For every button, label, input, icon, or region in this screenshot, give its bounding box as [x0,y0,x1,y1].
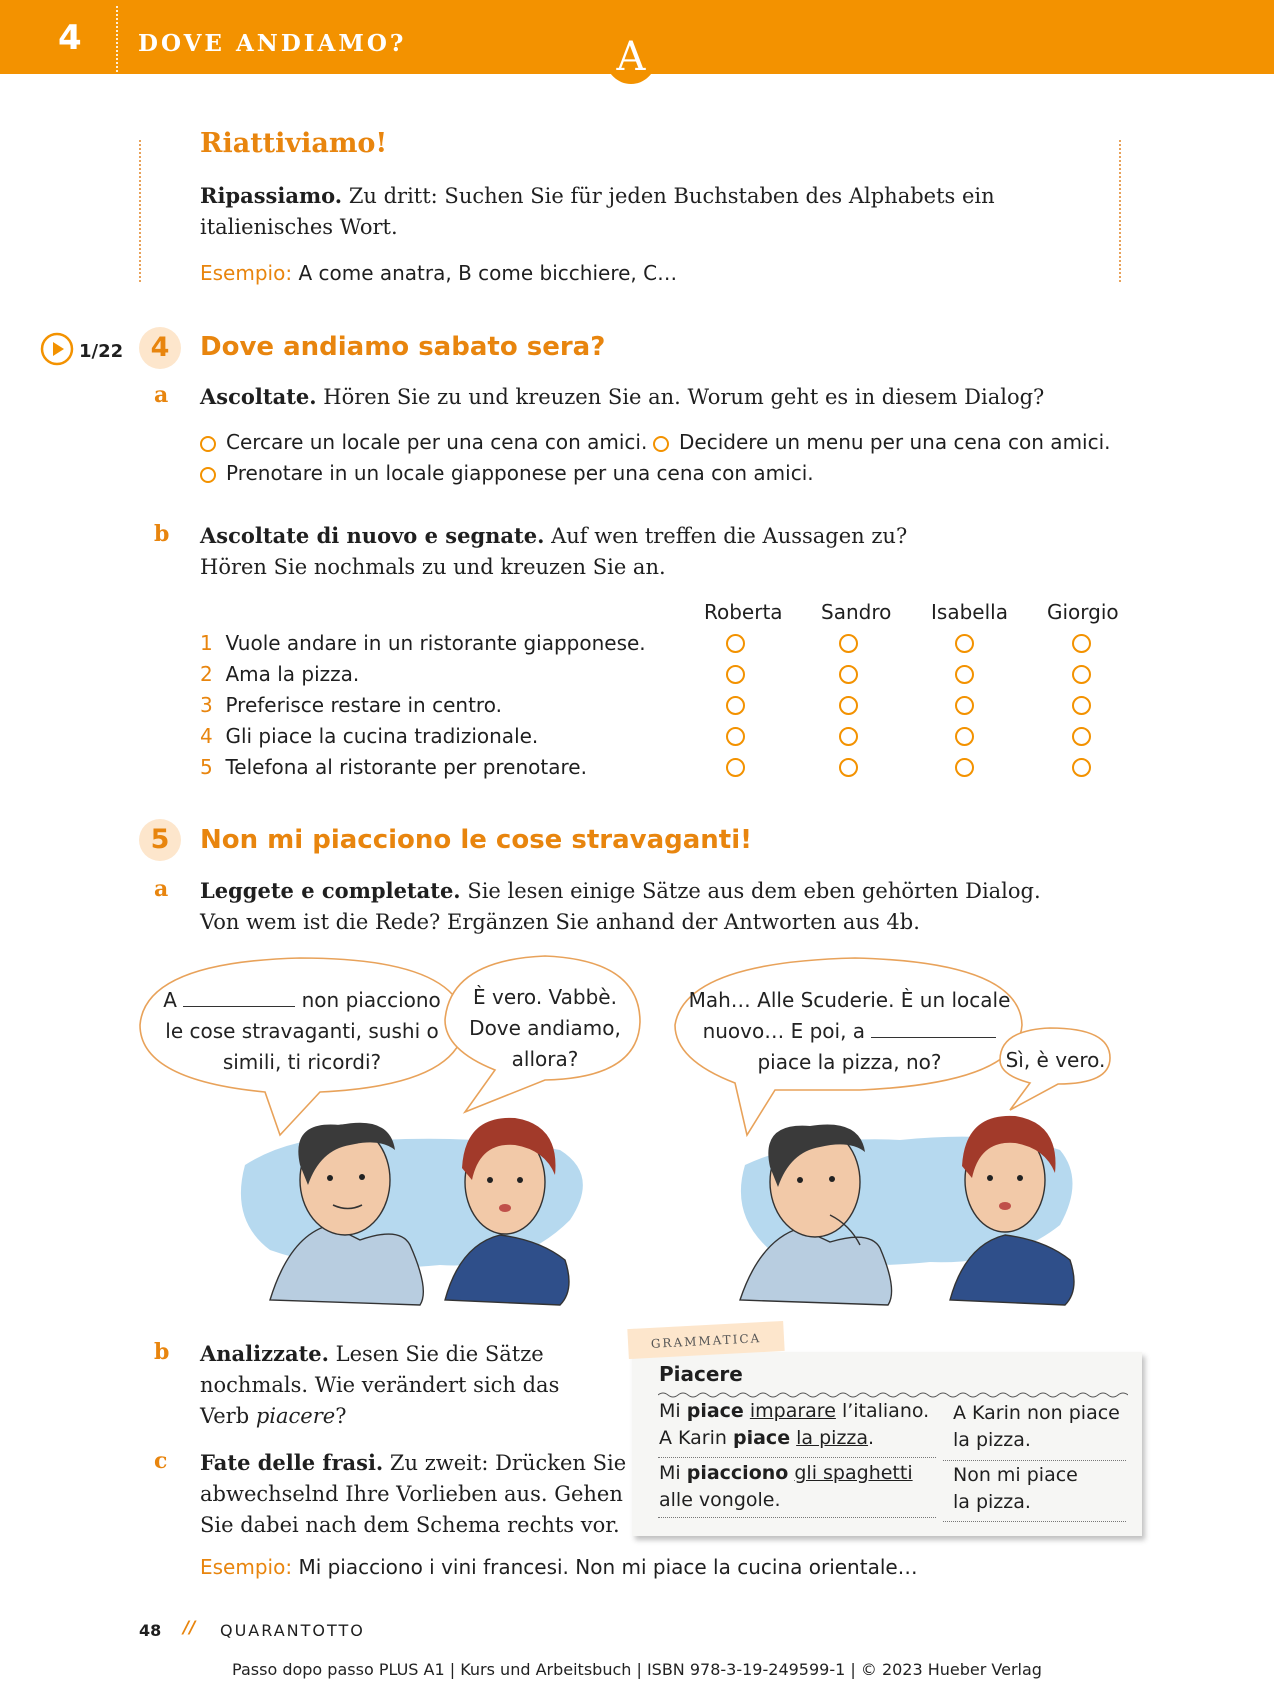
answer-circle-5-sandro[interactable] [839,758,858,777]
g-mi: Mi [659,1400,681,1422]
exercise-4b-instruction [200,520,907,583]
g-a: A Karin [659,1427,727,1449]
exercise-5a-letter: a [154,876,169,902]
radio-circle[interactable] [200,467,216,483]
answer-circle-3-sandro[interactable] [839,696,858,715]
g-neg-3: Non mi piace [953,1464,1078,1486]
grammar-cell-2 [953,1400,1120,1454]
exercise-4a-instruction [200,381,1044,413]
answer-circle-1-sandro[interactable] [839,634,858,653]
option-2-label: Decidere un menu per una cena con amici. [679,430,1111,454]
example-label: Esempio: [200,261,293,285]
bubble-1-a: A [163,988,177,1012]
answer-circle-1-isabella[interactable] [955,634,974,653]
grammar-row-line [943,1521,1126,1522]
answer-circle-4-roberta[interactable] [726,727,745,746]
fill-in-blank[interactable] [871,1037,996,1038]
column-roberta: Roberta [704,600,783,624]
exercise-4b-text-1: Auf wen treffen die Aussagen zu? [551,524,908,548]
exercise-4a-lead: Ascoltate. [200,384,317,409]
answer-circle-4-giorgio[interactable] [1072,727,1091,746]
g-obj2: la pizza [796,1427,869,1449]
bubble-4-line1: Sì, è vero. [1005,1048,1106,1072]
answer-circle-3-giorgio[interactable] [1072,696,1091,715]
bubble-3-line1: Mah… Alle Scuderie. È un locale [688,988,1011,1012]
bubble-1-b: non piacciono [301,988,441,1012]
exercise-5b-line2: nochmals. Wie verändert sich das [200,1373,560,1397]
bubble-2-line3: allora? [511,1047,579,1071]
box-right-border [1119,140,1121,282]
example-text: A come anatra, B come bicchiere, C… [298,261,678,285]
g-neg-2: la pizza. [953,1429,1031,1451]
exercise-4b-letter: b [154,521,170,547]
row-number: 2 [200,662,213,686]
example-label: Esempio: [200,1555,293,1579]
table-row [200,752,587,783]
exercise-5a-text-1: Sie lesen einige Sätze aus dem eben gehörten Dialog. [467,879,1041,903]
g-neg-1: A Karin non piace [953,1402,1120,1424]
exercise-5c-line2: abwechselnd Ihre Vorlieben aus. Gehen [200,1482,623,1506]
header-divider [116,6,118,72]
option-3[interactable] [200,458,814,489]
riattiviamo-text-1: Zu dritt: Suchen Sie für jeden Buchstaben des Alphabets ein [348,184,995,208]
bubble-2-line1: È vero. Vabbè. [473,985,617,1009]
play-icon [40,332,74,366]
example-text: Mi piacciono i vini francesi. Non mi piace la cucina orientale… [298,1555,918,1579]
row-text: Telefona al ristorante per prenotare. [225,755,587,779]
bubble-1-line3: simili, ti ricordi? [222,1050,382,1074]
g-neg-4: la pizza. [953,1491,1031,1513]
table-row [200,659,359,690]
answer-circle-2-isabella[interactable] [955,665,974,684]
column-giorgio: Giorgio [1047,600,1119,624]
exercise-4b-lead: Ascoltate di nuovo e segnate. [200,523,545,548]
answer-circle-3-isabella[interactable] [955,696,974,715]
grammar-row-line [658,1517,936,1518]
answer-circle-1-roberta[interactable] [726,634,745,653]
exercise-5b-instruction [200,1338,630,1432]
column-isabella: Isabella [931,600,1008,624]
answer-circle-4-isabella[interactable] [955,727,974,746]
exercise-5-title: Non mi piacciono le cose stravaganti! [200,825,752,855]
grammar-row-line [658,1457,936,1458]
answer-circle-1-giorgio[interactable] [1072,634,1091,653]
g-mi3: Mi [659,1462,681,1484]
exercise-4a-text: Hören Sie zu und kreuzen Sie an. Worum geht es in diesem Dialog? [323,385,1045,409]
column-sandro: Sandro [821,600,892,624]
riattiviamo-example [200,258,677,289]
radio-circle[interactable] [653,436,669,452]
row-number: 1 [200,631,213,655]
chapter-number: 4 [58,18,82,58]
speech-bubble-2 [455,982,635,1075]
riattiviamo-lead: Ripassiamo. [200,183,343,208]
exercise-5c-line3: Sie dabei nach dem Schema rechts vor. [200,1513,620,1537]
exercise-5b-lead: Analizzate. [200,1341,329,1366]
page-word: QUARANTOTTO [220,1621,365,1640]
exercise-5a-lead: Leggete e completate. [200,878,461,903]
exercise-5b-line3: Verb [200,1404,250,1428]
option-3-label: Prenotare in un locale giapponese per una cena con amici. [226,461,814,485]
table-row [200,721,538,752]
g-rest: l’italiano. [841,1400,930,1422]
g-verb3: piacciono [686,1462,789,1484]
exercise-5a-instruction [200,875,1041,938]
row-text: Preferisce restare in centro. [225,693,502,717]
table-row [200,628,646,659]
fill-in-blank[interactable] [183,1006,295,1007]
exercise-5c-lead: Fate delle frasi. [200,1450,384,1475]
g-obj3: gli spaghetti [794,1462,913,1484]
exercise-5a-text-2: Von wem ist die Rede? Ergänzen Sie anhand der Antworten aus 4b. [200,910,920,934]
option-1[interactable] [200,427,647,458]
row-number: 4 [200,724,213,748]
table-row [200,690,502,721]
exercise-5-example [200,1552,918,1583]
answer-circle-4-sandro[interactable] [839,727,858,746]
audio-play-button[interactable] [40,332,74,366]
row-text: Gli piace la cucina tradizionale. [225,724,539,748]
page-number: 48 [139,1621,162,1640]
g-rest3: alle vongole. [659,1489,781,1511]
exercise-5b-end: ? [335,1404,347,1428]
exercise-4b-text-2: Hören Sie nochmals zu und kreuzen Sie an. [200,555,666,579]
box-left-border [139,140,141,282]
g-obj: imparare [749,1400,836,1422]
audio-track-number: 1/22 [79,341,124,362]
bubble-3-line3: piace la pizza, no? [757,1050,942,1074]
copyright-line: Passo dopo passo PLUS A1 | Kurs und Arbeitsbuch | ISBN 978-3-19-249599-1 | © 2023 Hueber Verlag [232,1660,1042,1679]
footer-slashes: // [183,1618,196,1638]
exercise-5-number: 5 [139,819,181,861]
grammar-cell-1 [659,1398,929,1452]
riattiviamo-title: Riattiviamo! [200,128,388,159]
grammar-cell-3 [659,1460,913,1514]
bubble-2-line2: Dove andiamo, [469,1016,621,1040]
chapter-title: DOVE ANDIAMO? [138,30,407,57]
speech-bubble-4 [1003,1045,1108,1076]
exercise-5b-verb: piacere [255,1404,336,1428]
answer-circle-2-giorgio[interactable] [1072,665,1091,684]
exercise-5c-letter: c [154,1448,168,1474]
row-text: Ama la pizza. [225,662,360,686]
answer-circle-5-giorgio[interactable] [1072,758,1091,777]
riattiviamo-text-2: italienisches Wort. [200,215,398,239]
radio-circle[interactable] [200,436,216,452]
exercise-4-number: 4 [139,327,181,369]
g-dot: . [868,1427,875,1449]
answer-circle-5-roberta[interactable] [726,758,745,777]
option-1-label: Cercare un locale per una cena con amici. [226,430,648,454]
grammar-title: Piacere [659,1362,743,1386]
answer-circle-2-roberta[interactable] [726,665,745,684]
answer-circle-3-roberta[interactable] [726,696,745,715]
grammar-cell-4 [953,1462,1078,1516]
exercise-5c-line1: Zu zweit: Drücken Sie [389,1451,627,1475]
row-text: Vuole andare in un ristorante giapponese. [225,631,646,655]
g-verb2: piace [733,1427,791,1449]
exercise-5c-instruction [200,1447,630,1541]
section-badge: A [606,28,656,84]
grammar-row-line [943,1460,1126,1461]
speech-bubble-1 [152,985,452,1078]
row-number: 3 [200,693,213,717]
answer-circle-2-sandro[interactable] [839,665,858,684]
exercise-4-title: Dove andiamo sabato sera? [200,332,606,362]
bubble-3-line2: nuovo… E poi, a [702,1019,866,1043]
answer-circle-5-isabella[interactable] [955,758,974,777]
exercise-5b-letter: b [154,1339,170,1365]
row-number: 5 [200,755,213,779]
grammar-tab: GRAMMATICA [627,1321,784,1359]
speech-bubble-3 [682,985,1017,1078]
riattiviamo-instruction [200,180,1100,243]
exercise-5b-line1: Lesen Sie die Sätze [335,1342,544,1366]
g-verb: piace [686,1400,744,1422]
exercise-4a-letter: a [154,382,169,408]
option-2[interactable] [653,427,1111,458]
bubble-1-line2: le cose stravaganti, sushi o [165,1019,439,1043]
